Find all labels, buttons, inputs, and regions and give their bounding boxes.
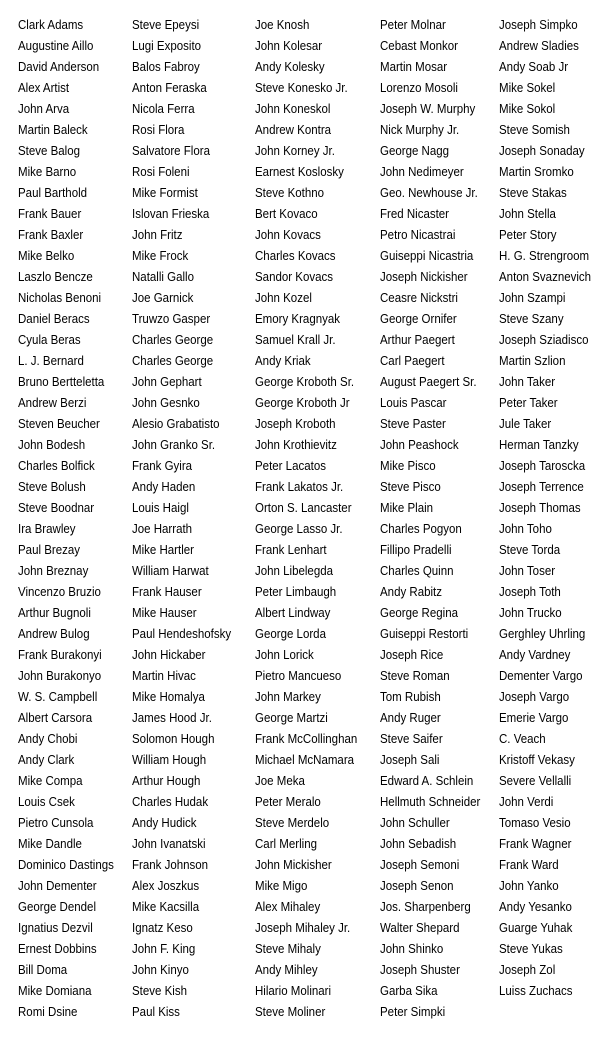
name-column-4	[380, 15, 489, 1023]
name-entry: Steve Torda	[499, 543, 561, 557]
name-entry: Arthur Bugnoli	[18, 606, 91, 620]
name-entry: Mike Plain	[380, 501, 434, 515]
name-entry: John Fritz	[132, 228, 183, 242]
name-entry: Andy Mihley	[255, 963, 318, 977]
name-entry: Steve Kish	[132, 984, 187, 998]
name-entry: Carl Paegert	[380, 354, 445, 368]
name-entry: Rosi Foleni	[132, 165, 190, 179]
name-entry: Frank McCollinghan	[255, 732, 358, 746]
name-entry: Steve Saifer	[380, 732, 443, 746]
name-entry: Martin Szlion	[499, 354, 566, 368]
name-entry: Mike Belko	[18, 249, 75, 263]
name-entry: John F. King	[132, 942, 196, 956]
name-entry: Andrew Berzi	[18, 396, 87, 410]
name-entry: Tomaso Vesio	[499, 816, 571, 830]
name-entry: Natalli Gallo	[132, 270, 194, 284]
name-entry: Hilario Molinari	[255, 984, 332, 998]
name-entry: Alex Artist	[18, 81, 70, 95]
name-entry: Joseph W. Murphy	[380, 102, 476, 116]
name-entry: Joseph Nickisher	[380, 270, 468, 284]
name-entry: Mike Dandle	[18, 837, 82, 851]
name-entry: William Hough	[132, 753, 207, 767]
name-entry: Andy Vardney	[499, 648, 571, 662]
name-entry: Martin Hivac	[132, 669, 196, 683]
name-entry: Joseph Kroboth	[255, 417, 336, 431]
name-entry: George Regina	[380, 606, 458, 620]
name-entry: John Toho	[499, 522, 552, 536]
name-entry: Charles Kovacs	[255, 249, 336, 263]
name-entry: Emory Kragnyak	[255, 312, 341, 326]
name-entry: Emerie Vargo	[499, 711, 569, 725]
name-entry: John Granko Sr.	[132, 438, 216, 452]
name-entry: John Kovacs	[255, 228, 321, 242]
name-entry: Joseph Sonaday	[499, 144, 585, 158]
name-entry: Steve Boodnar	[18, 501, 95, 515]
name-entry: Joseph Mihaley Jr.	[255, 921, 351, 935]
name-entry: John Dementer	[18, 879, 97, 893]
name-entry: Guarge Yuhak	[499, 921, 573, 935]
name-entry: John Krothievitz	[255, 438, 337, 452]
name-entry: Joseph Semoni	[380, 858, 460, 872]
name-entry: John Mickisher	[255, 858, 332, 872]
name-entry: Dementer Vargo	[499, 669, 583, 683]
name-entry: Mike Migo	[255, 879, 308, 893]
name-entry: Islovan Frieska	[132, 207, 210, 221]
name-entry: John Trucko	[499, 606, 562, 620]
name-entry: Mike Pisco	[380, 459, 436, 473]
name-entry: John Koneskol	[255, 102, 331, 116]
name-entry: John Arva	[18, 102, 70, 116]
name-entry: Andy Ruger	[380, 711, 441, 725]
name-entry: Mike Barno	[18, 165, 77, 179]
name-entry: Vincenzo Bruzio	[18, 585, 101, 599]
name-entry: George Nagg	[380, 144, 450, 158]
name-entry: Steve Roman	[380, 669, 450, 683]
name-entry: Severe Vellalli	[499, 774, 572, 788]
name-entry: Solomon Hough	[132, 732, 215, 746]
name-entry: Louis Haigl	[132, 501, 189, 515]
name-entry: John Korney Jr.	[255, 144, 335, 158]
name-entry: Tom Rubish	[380, 690, 441, 704]
name-entry: Charles Bolfick	[18, 459, 95, 473]
name-entry: Andy Clark	[18, 753, 75, 767]
name-entry: Mike Sokel	[499, 81, 556, 95]
name-column-3	[255, 15, 366, 1023]
name-entry: Edward A. Schlein	[380, 774, 474, 788]
name-entry: David Anderson	[18, 60, 100, 74]
name-entry: Anton Feraska	[132, 81, 207, 95]
name-entry: James Hood Jr.	[132, 711, 212, 725]
name-column-1	[18, 15, 122, 1023]
name-list	[0, 15, 601, 1025]
name-entry: Kristoff Vekasy	[499, 753, 575, 767]
name-entry: Paul Kiss	[132, 1005, 180, 1019]
name-entry: Nick Murphy Jr.	[380, 123, 460, 137]
name-entry: Mike Domiana	[18, 984, 92, 998]
name-entry: Joseph Vargo	[499, 690, 570, 704]
name-entry: John Kinyo	[132, 963, 189, 977]
name-entry: Albert Lindway	[255, 606, 331, 620]
name-entry: John Kolesar	[255, 39, 323, 53]
name-entry: Frank Wagner	[499, 837, 572, 851]
name-entry: Mike Compa	[18, 774, 83, 788]
name-entry: John Lorick	[255, 648, 314, 662]
name-entry: Salvatore Flora	[132, 144, 210, 158]
name-entry: Charles Hudak	[132, 795, 209, 809]
name-entry: Sandor Kovacs	[255, 270, 333, 284]
name-entry: Ernest Dobbins	[18, 942, 97, 956]
name-entry: John Sebadish	[380, 837, 457, 851]
name-entry: John Gephart	[132, 375, 202, 389]
name-entry: John Libelegda	[255, 564, 334, 578]
name-entry: Martin Mosar	[380, 60, 448, 74]
name-entry: Andrew Sladies	[499, 39, 579, 53]
name-entry: Steve Konesko Jr.	[255, 81, 348, 95]
name-entry: Frank Burakonyi	[18, 648, 102, 662]
name-entry: Steve Pisco	[380, 480, 441, 494]
name-entry: Andy Yesanko	[499, 900, 572, 914]
name-entry: Steve Merdelo	[255, 816, 330, 830]
name-entry: John Hickaber	[132, 648, 206, 662]
name-entry: H. G. Strengroom	[499, 249, 590, 263]
name-entry: Joe Meka	[255, 774, 305, 788]
name-entry: Joseph Rice	[380, 648, 444, 662]
name-entry: Mike Homalya	[132, 690, 205, 704]
name-entry: Frank Gyira	[132, 459, 193, 473]
name-entry: Lorenzo Mosoli	[380, 81, 458, 95]
name-entry: Augustine Aillo	[18, 39, 94, 53]
name-entry: Peter Simpki	[380, 1005, 446, 1019]
name-entry: Joe Knosh	[255, 18, 310, 32]
name-entry: Balos Fabroy	[132, 60, 200, 74]
name-entry: Charles George	[132, 333, 214, 347]
name-entry: Andy Kriak	[255, 354, 311, 368]
name-entry: Herman Tanzky	[499, 438, 579, 452]
name-entry: L. J. Bernard	[18, 354, 84, 368]
name-entry: Walter Shepard	[380, 921, 460, 935]
name-entry: Arthur Paegert	[380, 333, 455, 347]
name-entry: Bert Kovaco	[255, 207, 318, 221]
name-entry: George Ornifer	[380, 312, 457, 326]
name-entry: Hellmuth Schneider	[380, 795, 481, 809]
name-entry: Louis Pascar	[380, 396, 447, 410]
name-entry: Joseph Simpko	[499, 18, 578, 32]
name-entry: Mike Sokol	[499, 102, 556, 116]
name-entry: Cyula Beras	[18, 333, 81, 347]
name-entry: Mike Kacsilla	[132, 900, 200, 914]
name-entry: John Verdi	[499, 795, 554, 809]
name-entry: Pietro Mancueso	[255, 669, 342, 683]
name-entry: Guiseppi Nicastria	[380, 249, 474, 263]
name-entry: Paul Brezay	[18, 543, 81, 557]
name-entry: John Schuller	[380, 816, 450, 830]
name-entry: Martin Baleck	[18, 123, 88, 137]
name-entry: Arthur Hough	[132, 774, 201, 788]
name-entry: C. Veach	[499, 732, 546, 746]
name-entry: John Stella	[499, 207, 556, 221]
name-entry: Bruno Bertteletta	[18, 375, 105, 389]
name-entry: Peter Taker	[499, 396, 558, 410]
name-entry: Joseph Sali	[380, 753, 440, 767]
name-entry: Clark Adams	[18, 18, 84, 32]
name-entry: John Taker	[499, 375, 556, 389]
name-entry: George Lasso Jr.	[255, 522, 343, 536]
name-entry: Laszlo Bencze	[18, 270, 93, 284]
name-entry: Steve Epeysi	[132, 18, 200, 32]
name-entry: Dominico Dastings	[18, 858, 114, 872]
name-entry: Steve Paster	[380, 417, 446, 431]
name-entry: Nicholas Benoni	[18, 291, 102, 305]
name-entry: Alesio Grabatisto	[132, 417, 220, 431]
name-entry: John Shinko	[380, 942, 444, 956]
name-entry: Ignatius Dezvil	[18, 921, 93, 935]
name-entry: John Nedimeyer	[380, 165, 464, 179]
name-entry: Andy Rabitz	[380, 585, 443, 599]
name-entry: Earnest Koslosky	[255, 165, 344, 179]
name-entry: Andy Haden	[132, 480, 196, 494]
name-entry: Cebast Monkor	[380, 39, 458, 53]
name-entry: John Burakonyo	[18, 669, 102, 683]
name-entry: Steve Stakas	[499, 186, 567, 200]
name-entry: Bill Doma	[18, 963, 68, 977]
name-entry: Peter Meralo	[255, 795, 321, 809]
name-entry: George Martzi	[255, 711, 328, 725]
name-entry: Joseph Taroscka	[499, 459, 586, 473]
name-entry: Peter Lacatos	[255, 459, 326, 473]
name-entry: Andrew Bulog	[18, 627, 90, 641]
name-entry: Mike Formist	[132, 186, 198, 200]
name-entry: W. S. Campbell	[18, 690, 98, 704]
name-entry: George Dendel	[18, 900, 96, 914]
name-entry: John Yanko	[499, 879, 559, 893]
name-entry: August Paegert Sr.	[380, 375, 477, 389]
name-entry: Martin Sromko	[499, 165, 574, 179]
name-entry: Joseph Terrence	[499, 480, 584, 494]
name-entry: Joseph Sziadisco	[499, 333, 589, 347]
name-entry: John Breznay	[18, 564, 89, 578]
name-entry: Louis Csek	[18, 795, 75, 809]
name-entry: Joseph Zol	[499, 963, 556, 977]
name-entry: Pietro Cunsola	[18, 816, 94, 830]
name-entry: Charles George	[132, 354, 214, 368]
name-entry: Ignatz Keso	[132, 921, 193, 935]
name-entry: Jos. Sharpenberg	[380, 900, 471, 914]
name-entry: Frank Johnson	[132, 858, 209, 872]
name-entry: Michael McNamara	[255, 753, 355, 767]
name-entry: Frank Ward	[499, 858, 559, 872]
name-column-5	[499, 15, 599, 1002]
name-entry: John Bodesh	[18, 438, 86, 452]
name-entry: Anton Svaznevich	[499, 270, 592, 284]
name-entry: Albert Carsora	[18, 711, 93, 725]
name-entry: Petro Nicastrai	[380, 228, 456, 242]
name-entry: Lugi Exposito	[132, 39, 202, 53]
name-entry: John Toser	[499, 564, 556, 578]
name-entry: Guiseppi Restorti	[380, 627, 469, 641]
name-entry: Steve Mihaly	[255, 942, 321, 956]
name-entry: Alex Mihaley	[255, 900, 321, 914]
name-entry: Frank Lakatos Jr.	[255, 480, 344, 494]
name-entry: Steve Balog	[18, 144, 81, 158]
name-entry: Carl Merling	[255, 837, 317, 851]
name-entry: Joe Harrath	[132, 522, 193, 536]
name-entry: Steve Bolush	[18, 480, 86, 494]
name-entry: John Peashock	[380, 438, 459, 452]
name-entry: Rosi Flora	[132, 123, 185, 137]
name-entry: Luiss Zuchacs	[499, 984, 573, 998]
name-entry: Mike Hauser	[132, 606, 197, 620]
name-entry: Alex Joszkus	[132, 879, 200, 893]
name-entry: Joseph Toth	[499, 585, 561, 599]
name-entry: Steve Somish	[499, 123, 570, 137]
name-entry: George Kroboth Jr	[255, 396, 350, 410]
name-entry: William Harwat	[132, 564, 209, 578]
name-entry: Ira Brawley	[18, 522, 76, 536]
name-entry: Mike Frock	[132, 249, 189, 263]
name-entry: Steve Kothno	[255, 186, 325, 200]
name-entry: Paul Hendeshofsky	[132, 627, 232, 641]
name-entry: Frank Baxler	[18, 228, 84, 242]
name-entry: Steve Szany	[499, 312, 564, 326]
name-entry: George Kroboth Sr.	[255, 375, 355, 389]
name-entry: Orton S. Lancaster	[255, 501, 352, 515]
name-entry: Steven Beucher	[18, 417, 100, 431]
name-entry: Jule Taker	[499, 417, 552, 431]
name-entry: Joseph Shuster	[380, 963, 460, 977]
name-entry: Fillipo Pradelli	[380, 543, 452, 557]
name-entry: Paul Barthold	[18, 186, 88, 200]
name-entry: John Ivanatski	[132, 837, 206, 851]
name-entry: John Markey	[255, 690, 321, 704]
name-entry: Truwzo Gasper	[132, 312, 211, 326]
name-entry: Ceasre Nickstri	[380, 291, 458, 305]
name-column-2	[132, 15, 240, 1023]
name-entry: Joe Garnick	[132, 291, 194, 305]
name-entry: Steve Yukas	[499, 942, 563, 956]
name-entry: Charles Quinn	[380, 564, 454, 578]
name-entry: Romi Dsine	[18, 1005, 78, 1019]
name-entry: Steve Moliner	[255, 1005, 326, 1019]
name-entry: George Lorda	[255, 627, 326, 641]
name-entry: Andy Kolesky	[255, 60, 325, 74]
name-entry: Samuel Krall Jr.	[255, 333, 336, 347]
name-entry: Peter Molnar	[380, 18, 446, 32]
name-entry: Joseph Thomas	[499, 501, 581, 515]
name-entry: Andy Hudick	[132, 816, 197, 830]
name-entry: Charles Pogyon	[380, 522, 462, 536]
name-entry: Garba Sika	[380, 984, 438, 998]
name-entry: Fred Nicaster	[380, 207, 450, 221]
name-entry: John Kozel	[255, 291, 312, 305]
name-entry: Andy Chobi	[18, 732, 78, 746]
name-entry: Gerghley Uhrling	[499, 627, 586, 641]
name-entry: Joseph Senon	[380, 879, 454, 893]
name-entry: Mike Hartler	[132, 543, 194, 557]
name-entry: Frank Lenhart	[255, 543, 327, 557]
name-entry: Nicola Ferra	[132, 102, 195, 116]
name-entry: Andy Soab Jr	[499, 60, 569, 74]
name-entry: Andrew Kontra	[255, 123, 332, 137]
name-entry: John Szampi	[499, 291, 566, 305]
name-entry: Peter Limbaugh	[255, 585, 337, 599]
name-entry: Frank Hauser	[132, 585, 202, 599]
name-entry: Frank Bauer	[18, 207, 82, 221]
name-entry: Peter Story	[499, 228, 557, 242]
name-entry: Daniel Beracs	[18, 312, 90, 326]
name-entry: Geo. Newhouse Jr.	[380, 186, 478, 200]
name-entry: John Gesnko	[132, 396, 200, 410]
